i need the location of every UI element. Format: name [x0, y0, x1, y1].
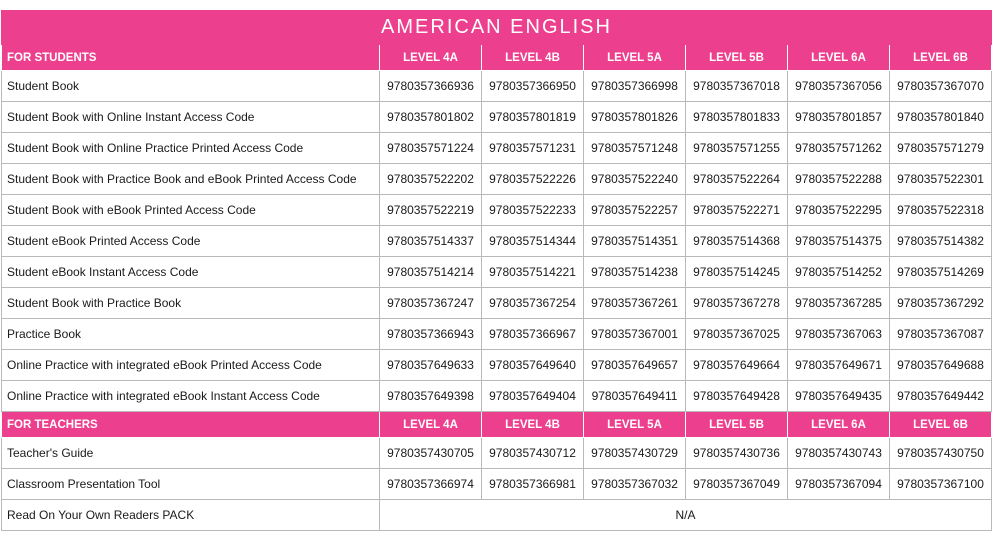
isbn-cell: 9780357367094: [788, 469, 890, 500]
isbn-cell: 9780357430743: [788, 438, 890, 469]
product-label: Online Practice with integrated eBook Printed Access Code: [2, 350, 380, 381]
level-header: LEVEL 6A: [788, 45, 890, 71]
isbn-cell: 9780357522219: [380, 195, 482, 226]
table-row: [2, 469, 992, 500]
isbn-cell: 9780357514214: [380, 257, 482, 288]
isbn-cell: 9780357366981: [482, 469, 584, 500]
isbn-cell: 9780357514245: [686, 257, 788, 288]
isbn-cell: 9780357366974: [380, 469, 482, 500]
isbn-cell: 9780357571279: [890, 133, 992, 164]
isbn-cell: 9780357522264: [686, 164, 788, 195]
level-header: LEVEL 4A: [380, 412, 482, 438]
table-row: [2, 319, 992, 350]
product-label: Student eBook Printed Access Code: [2, 226, 380, 257]
isbn-cell: 9780357367056: [788, 71, 890, 102]
product-label: Student Book: [2, 71, 380, 102]
table-row: [2, 71, 992, 102]
isbn-cell: 9780357367087: [890, 319, 992, 350]
isbn-cell: 9780357367278: [686, 288, 788, 319]
isbn-cell: 9780357801833: [686, 102, 788, 133]
isbn-cell: 9780357367025: [686, 319, 788, 350]
level-header: LEVEL 5B: [686, 412, 788, 438]
isbn-cell: 9780357649404: [482, 381, 584, 412]
isbn-cell: 9780357801802: [380, 102, 482, 133]
isbn-cell: 9780357367018: [686, 71, 788, 102]
isbn-cell: 9780357514382: [890, 226, 992, 257]
isbn-cell: 9780357649657: [584, 350, 686, 381]
isbn-cell: 9780357571231: [482, 133, 584, 164]
isbn-cell: 9780357367063: [788, 319, 890, 350]
isbn-cell: 9780357801840: [890, 102, 992, 133]
isbn-cell: 9780357522257: [584, 195, 686, 226]
level-header: LEVEL 6A: [788, 412, 890, 438]
isbn-cell: 9780357522240: [584, 164, 686, 195]
table-row: [2, 195, 992, 226]
isbn-cell: 9780357522301: [890, 164, 992, 195]
isbn-cell: 9780357801857: [788, 102, 890, 133]
section-title: FOR TEACHERS: [2, 412, 380, 438]
product-label: Student Book with Practice Book and eBook Printed Access Code: [2, 164, 380, 195]
level-header: LEVEL 6B: [890, 412, 992, 438]
isbn-cell: 9780357514368: [686, 226, 788, 257]
isbn-cell: 9780357801819: [482, 102, 584, 133]
isbn-cell: 9780357367292: [890, 288, 992, 319]
isbn-cell: 9780357571248: [584, 133, 686, 164]
isbn-cell: 9780357514269: [890, 257, 992, 288]
product-label: Classroom Presentation Tool: [2, 469, 380, 500]
table-row: [2, 257, 992, 288]
isbn-cell: 9780357522202: [380, 164, 482, 195]
product-label: Teacher's Guide: [2, 438, 380, 469]
table-body: [2, 45, 992, 531]
product-label: Student Book with Practice Book: [2, 288, 380, 319]
isbn-cell: 9780357367247: [380, 288, 482, 319]
isbn-cell: 9780357571224: [380, 133, 482, 164]
level-header: LEVEL 4B: [482, 412, 584, 438]
table-row: [2, 164, 992, 195]
table-row: [2, 500, 992, 531]
isbn-cell: 9780357514344: [482, 226, 584, 257]
isbn-cell: 9780357522288: [788, 164, 890, 195]
isbn-cell: 9780357366950: [482, 71, 584, 102]
isbn-cell: 9780357514351: [584, 226, 686, 257]
isbn-cell: 9780357801826: [584, 102, 686, 133]
isbn-cell: 9780357514337: [380, 226, 482, 257]
isbn-cell: 9780357514252: [788, 257, 890, 288]
level-header: LEVEL 4A: [380, 45, 482, 71]
isbn-cell: 9780357430712: [482, 438, 584, 469]
students-section-header: [2, 45, 992, 71]
table-row: [2, 381, 992, 412]
isbn-cell: 9780357366967: [482, 319, 584, 350]
level-header: LEVEL 6B: [890, 45, 992, 71]
isbn-cell: 9780357649442: [890, 381, 992, 412]
level-header: LEVEL 5A: [584, 412, 686, 438]
isbn-cell: 9780357367254: [482, 288, 584, 319]
isbn-cell: 9780357514238: [584, 257, 686, 288]
isbn-cell: 9780357367032: [584, 469, 686, 500]
isbn-cell: 9780357649633: [380, 350, 482, 381]
product-label: Practice Book: [2, 319, 380, 350]
isbn-cell: 9780357430750: [890, 438, 992, 469]
table-title: AMERICAN ENGLISH: [2, 11, 992, 45]
isbn-cell: 9780357367100: [890, 469, 992, 500]
isbn-cell: 9780357430736: [686, 438, 788, 469]
isbn-cell: 9780357522295: [788, 195, 890, 226]
isbn-cell: 9780357522233: [482, 195, 584, 226]
table-row: [2, 438, 992, 469]
isbn-cell: 9780357649428: [686, 381, 788, 412]
isbn-cell: 9780357649688: [890, 350, 992, 381]
product-label: Student eBook Instant Access Code: [2, 257, 380, 288]
table-row: [2, 350, 992, 381]
isbn-cell: 9780357649411: [584, 381, 686, 412]
isbn-cell: 9780357366936: [380, 71, 482, 102]
isbn-cell: 9780357367285: [788, 288, 890, 319]
level-header: LEVEL 5B: [686, 45, 788, 71]
isbn-cell: 9780357522226: [482, 164, 584, 195]
isbn-cell: 9780357430705: [380, 438, 482, 469]
isbn-table: [1, 10, 992, 531]
isbn-cell: 9780357571255: [686, 133, 788, 164]
isbn-cell: 9780357649398: [380, 381, 482, 412]
section-title: FOR STUDENTS: [2, 45, 380, 71]
isbn-cell: 9780357514375: [788, 226, 890, 257]
table-row: [2, 133, 992, 164]
product-label: Student Book with Online Practice Printed Access Code: [2, 133, 380, 164]
isbn-cell: 9780357367261: [584, 288, 686, 319]
isbn-table-container: [1, 10, 992, 531]
isbn-cell: 9780357430729: [584, 438, 686, 469]
product-label: Student Book with eBook Printed Access Code: [2, 195, 380, 226]
isbn-cell: 9780357366943: [380, 319, 482, 350]
isbn-cell: 9780357522318: [890, 195, 992, 226]
table-row: [2, 102, 992, 133]
table-row: [2, 288, 992, 319]
level-header: LEVEL 4B: [482, 45, 584, 71]
isbn-cell: 9780357367049: [686, 469, 788, 500]
isbn-cell: 9780357571262: [788, 133, 890, 164]
product-label: Online Practice with integrated eBook Instant Access Code: [2, 381, 380, 412]
isbn-cell: 9780357649664: [686, 350, 788, 381]
isbn-cell: 9780357366998: [584, 71, 686, 102]
product-label: Read On Your Own Readers PACK: [2, 500, 380, 531]
isbn-cell: 9780357367070: [890, 71, 992, 102]
na-cell: N/A: [380, 500, 992, 531]
level-header: LEVEL 5A: [584, 45, 686, 71]
isbn-cell: 9780357522271: [686, 195, 788, 226]
teachers-section-header: [2, 412, 992, 438]
table-row: [2, 226, 992, 257]
product-label: Student Book with Online Instant Access Code: [2, 102, 380, 133]
isbn-cell: 9780357514221: [482, 257, 584, 288]
isbn-cell: 9780357649671: [788, 350, 890, 381]
isbn-cell: 9780357367001: [584, 319, 686, 350]
isbn-cell: 9780357649435: [788, 381, 890, 412]
isbn-cell: 9780357649640: [482, 350, 584, 381]
